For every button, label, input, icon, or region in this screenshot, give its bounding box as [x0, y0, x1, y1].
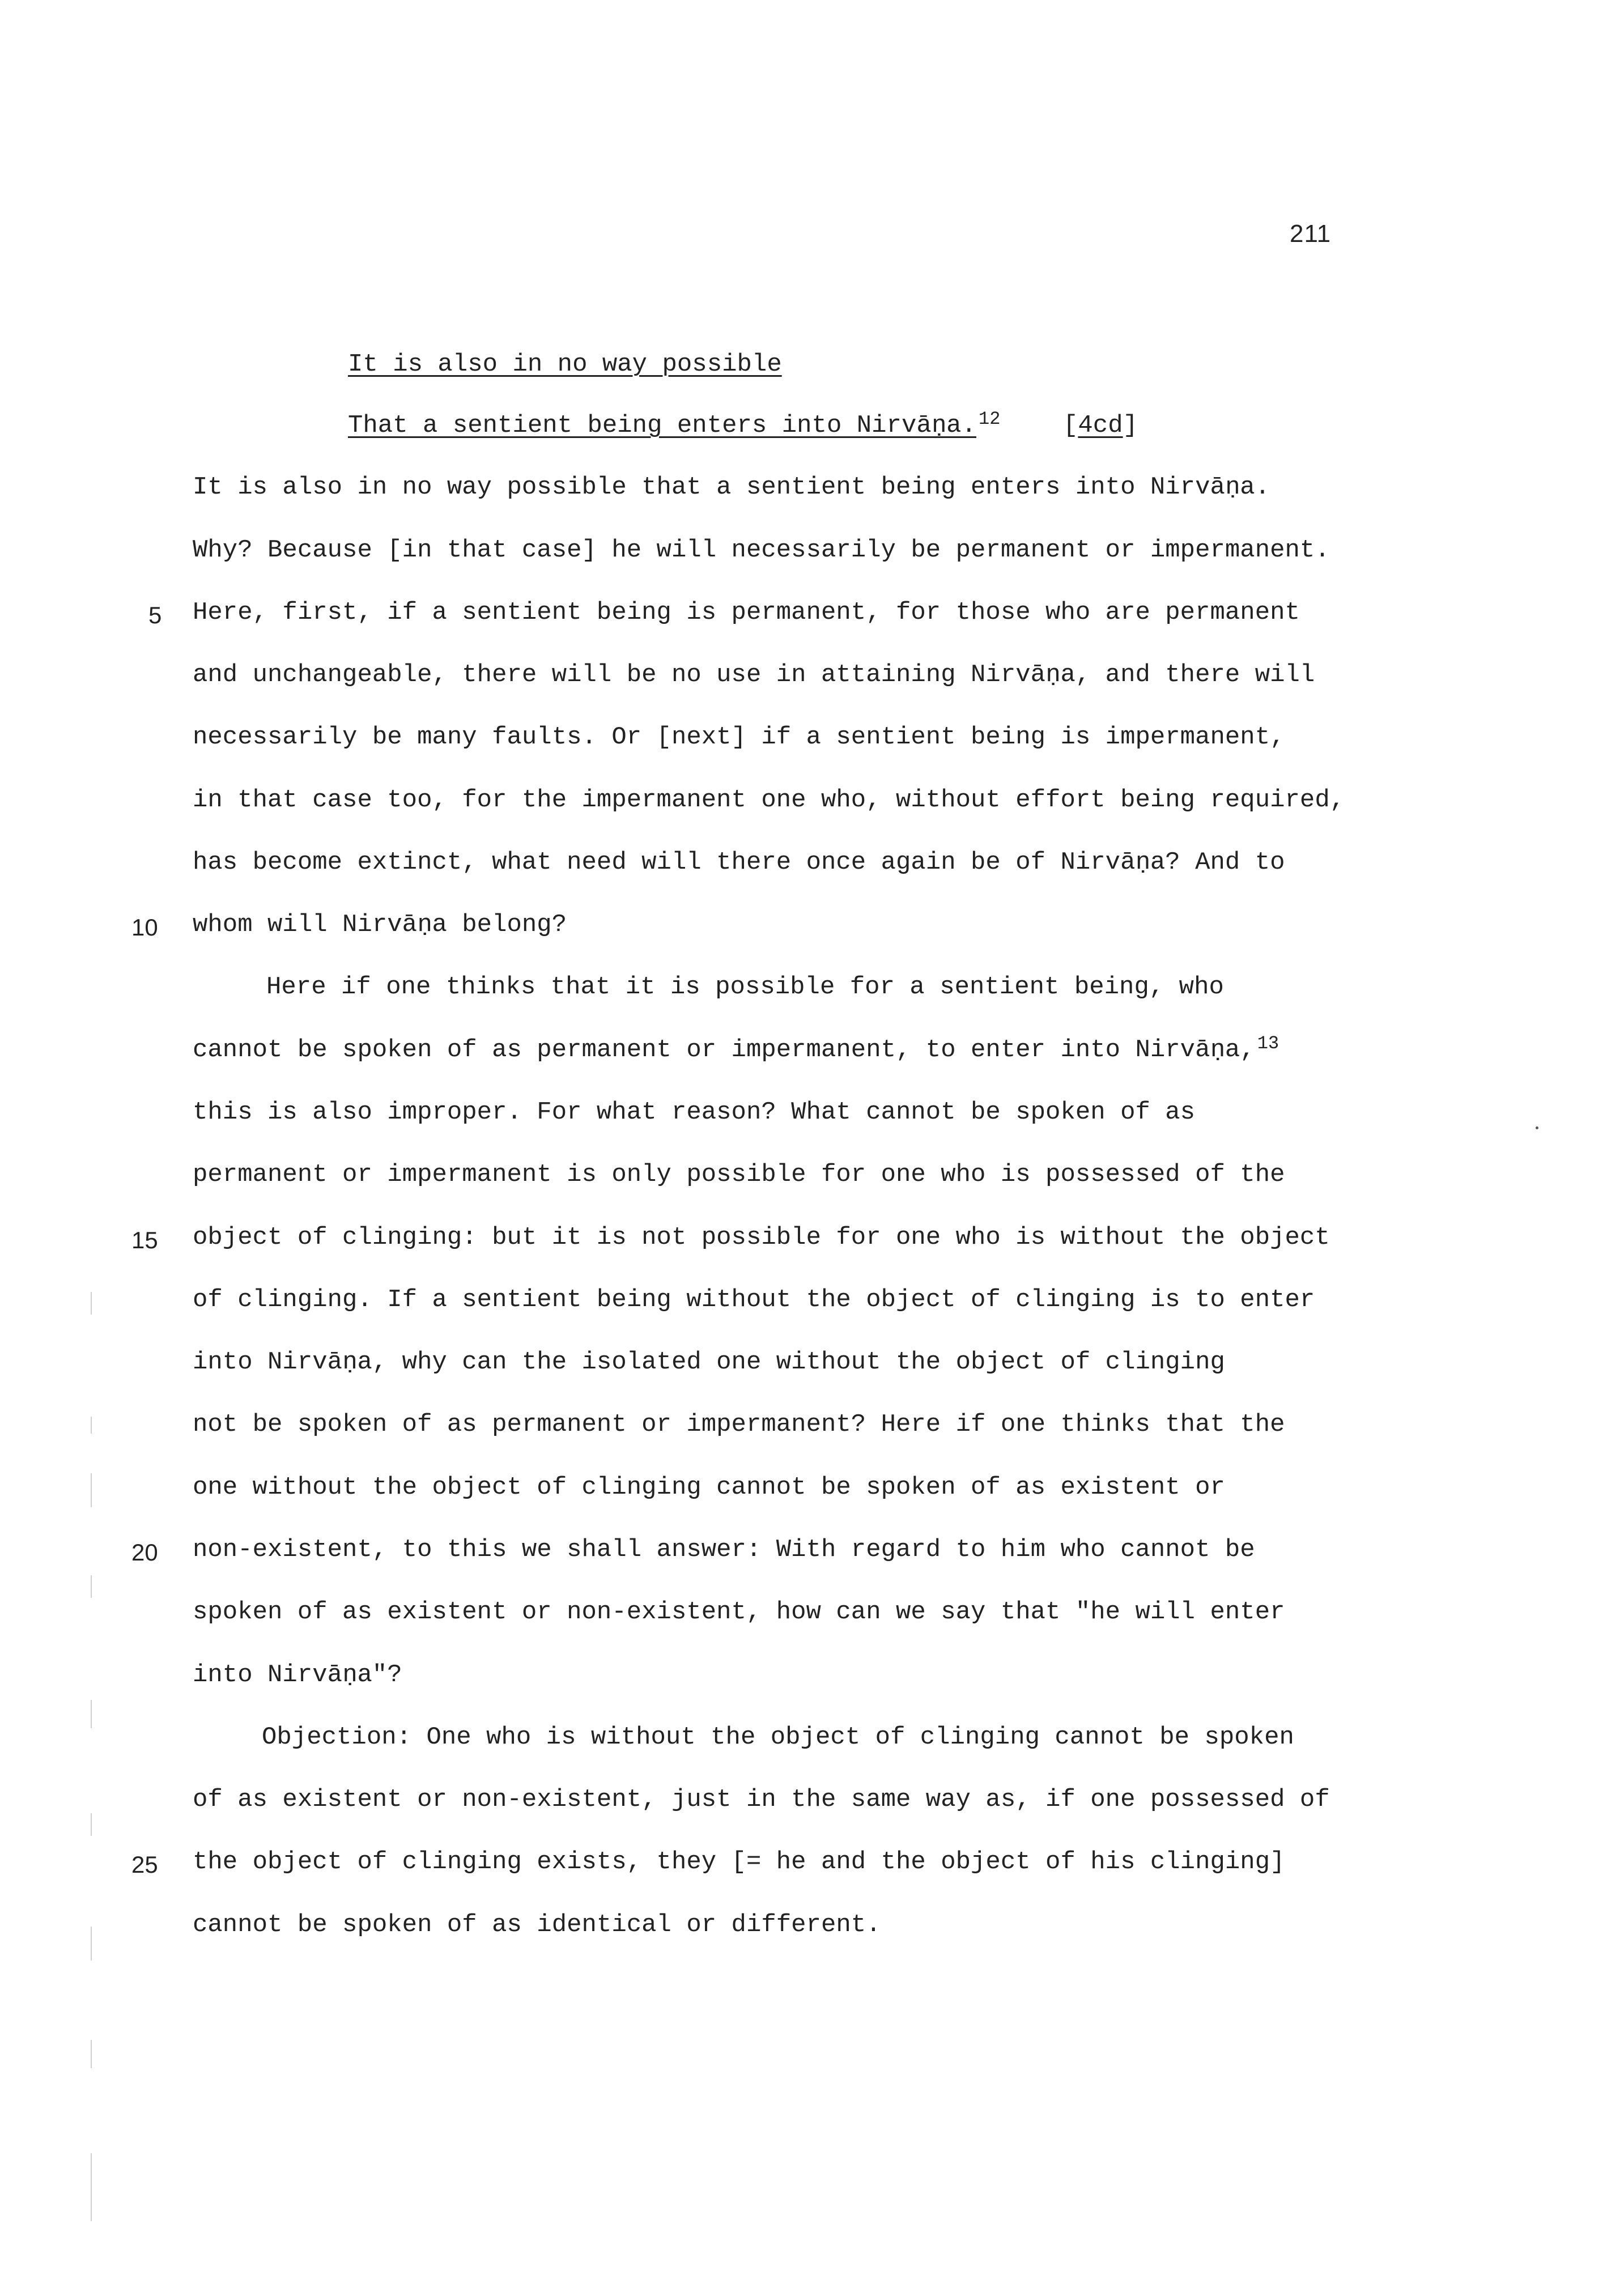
margin-mark: [91, 1417, 92, 1434]
text-line: [193, 1033, 1279, 1064]
text-line-content: cannot be spoken of as permanent or impermanent, to enter into Nirvāṇa,: [193, 1036, 1255, 1064]
text-line: and unchangeable, there will be no use in attaining Nirvāṇa, and there will: [193, 661, 1315, 689]
verse-line-2: [348, 411, 1000, 440]
margin-mark: [91, 1700, 92, 1728]
verse-reference-open: [: [1063, 411, 1078, 440]
text-line: necessarily be many faults. Or [next] if a sentient being is impermanent,: [193, 723, 1285, 751]
text-line: Here, first, if a sentient being is permanent, for those who are permanent: [193, 598, 1300, 627]
text-line: spoken of as existent or non-existent, how can we say that "he will enter: [193, 1598, 1285, 1626]
verse-reference: [1063, 411, 1138, 440]
margin-mark: [91, 1927, 92, 1961]
text-line: in that case too, for the impermanent one who, without effort being required,: [193, 786, 1345, 814]
text-line: of clinging. If a sentient being without the object of clinging is to enter: [193, 1286, 1315, 1314]
margin-mark: [91, 1813, 92, 1836]
line-number-15: 15: [131, 1227, 158, 1253]
text-line: Here if one thinks that it is possible for a sentient being, who: [266, 973, 1224, 1001]
text-line: of as existent or non-existent, just in the same way as, if one possessed of: [193, 1785, 1330, 1814]
text-line: permanent or impermanent is only possible for one who is possessed of the: [193, 1160, 1285, 1189]
text-line: this is also improper. For what reason? What cannot be spoken of as: [193, 1098, 1196, 1126]
line-number-5: 5: [148, 602, 162, 628]
text-line: cannot be spoken of as identical or different.: [193, 1911, 881, 1939]
text-line: whom will Nirvāṇa belong?: [193, 911, 567, 939]
verse-reference-label: 4cd: [1078, 411, 1123, 440]
verse-line-1: [348, 350, 782, 379]
text-line: Objection: One who is without the object of clinging cannot be spoken: [262, 1723, 1294, 1751]
margin-mark: [91, 1473, 92, 1507]
text-line: Why? Because [in that case] he will necessarily be permanent or impermanent.: [193, 536, 1330, 564]
line-number-10: 10: [131, 914, 158, 941]
footnote-marker-13: 13: [1257, 1033, 1279, 1054]
margin-mark: [91, 2040, 92, 2068]
text-line: one without the object of clinging cannot be spoken of as existent or: [193, 1473, 1225, 1502]
page-number: 211: [1290, 220, 1332, 248]
footnote-marker-12: 12: [978, 409, 1001, 430]
text-line: the object of clinging exists, they [= he and the object of his clinging]: [193, 1848, 1285, 1876]
text-line: into Nirvāṇa, why can the isolated one without the object of clinging: [193, 1348, 1225, 1376]
text-line: has become extinct, what need will there once again be of Nirvāṇa? And to: [193, 848, 1285, 877]
margin-mark: [91, 1575, 92, 1598]
stray-mark: [1536, 1126, 1538, 1129]
verse-reference-close: ]: [1123, 411, 1138, 440]
verse-line-2-text: That a sentient being enters into Nirvāṇa.: [348, 411, 976, 440]
line-number-20: 20: [131, 1539, 158, 1566]
text-line: non-existent, to this we shall answer: With regard to him who cannot be: [193, 1536, 1255, 1564]
margin-mark: [91, 2153, 92, 2221]
text-line: not be spoken of as permanent or impermanent? Here if one thinks that the: [193, 1410, 1285, 1439]
text-line: It is also in no way possible that a sentient being enters into Nirvāṇa.: [193, 473, 1270, 501]
text-line: into Nirvāṇa"?: [193, 1661, 402, 1689]
margin-mark: [91, 1292, 92, 1315]
text-line: object of clinging: but it is not possible for one who is without the object: [193, 1223, 1330, 1252]
verse-line-1-text: It is also in no way possible: [348, 350, 782, 379]
line-number-25: 25: [131, 1851, 158, 1878]
